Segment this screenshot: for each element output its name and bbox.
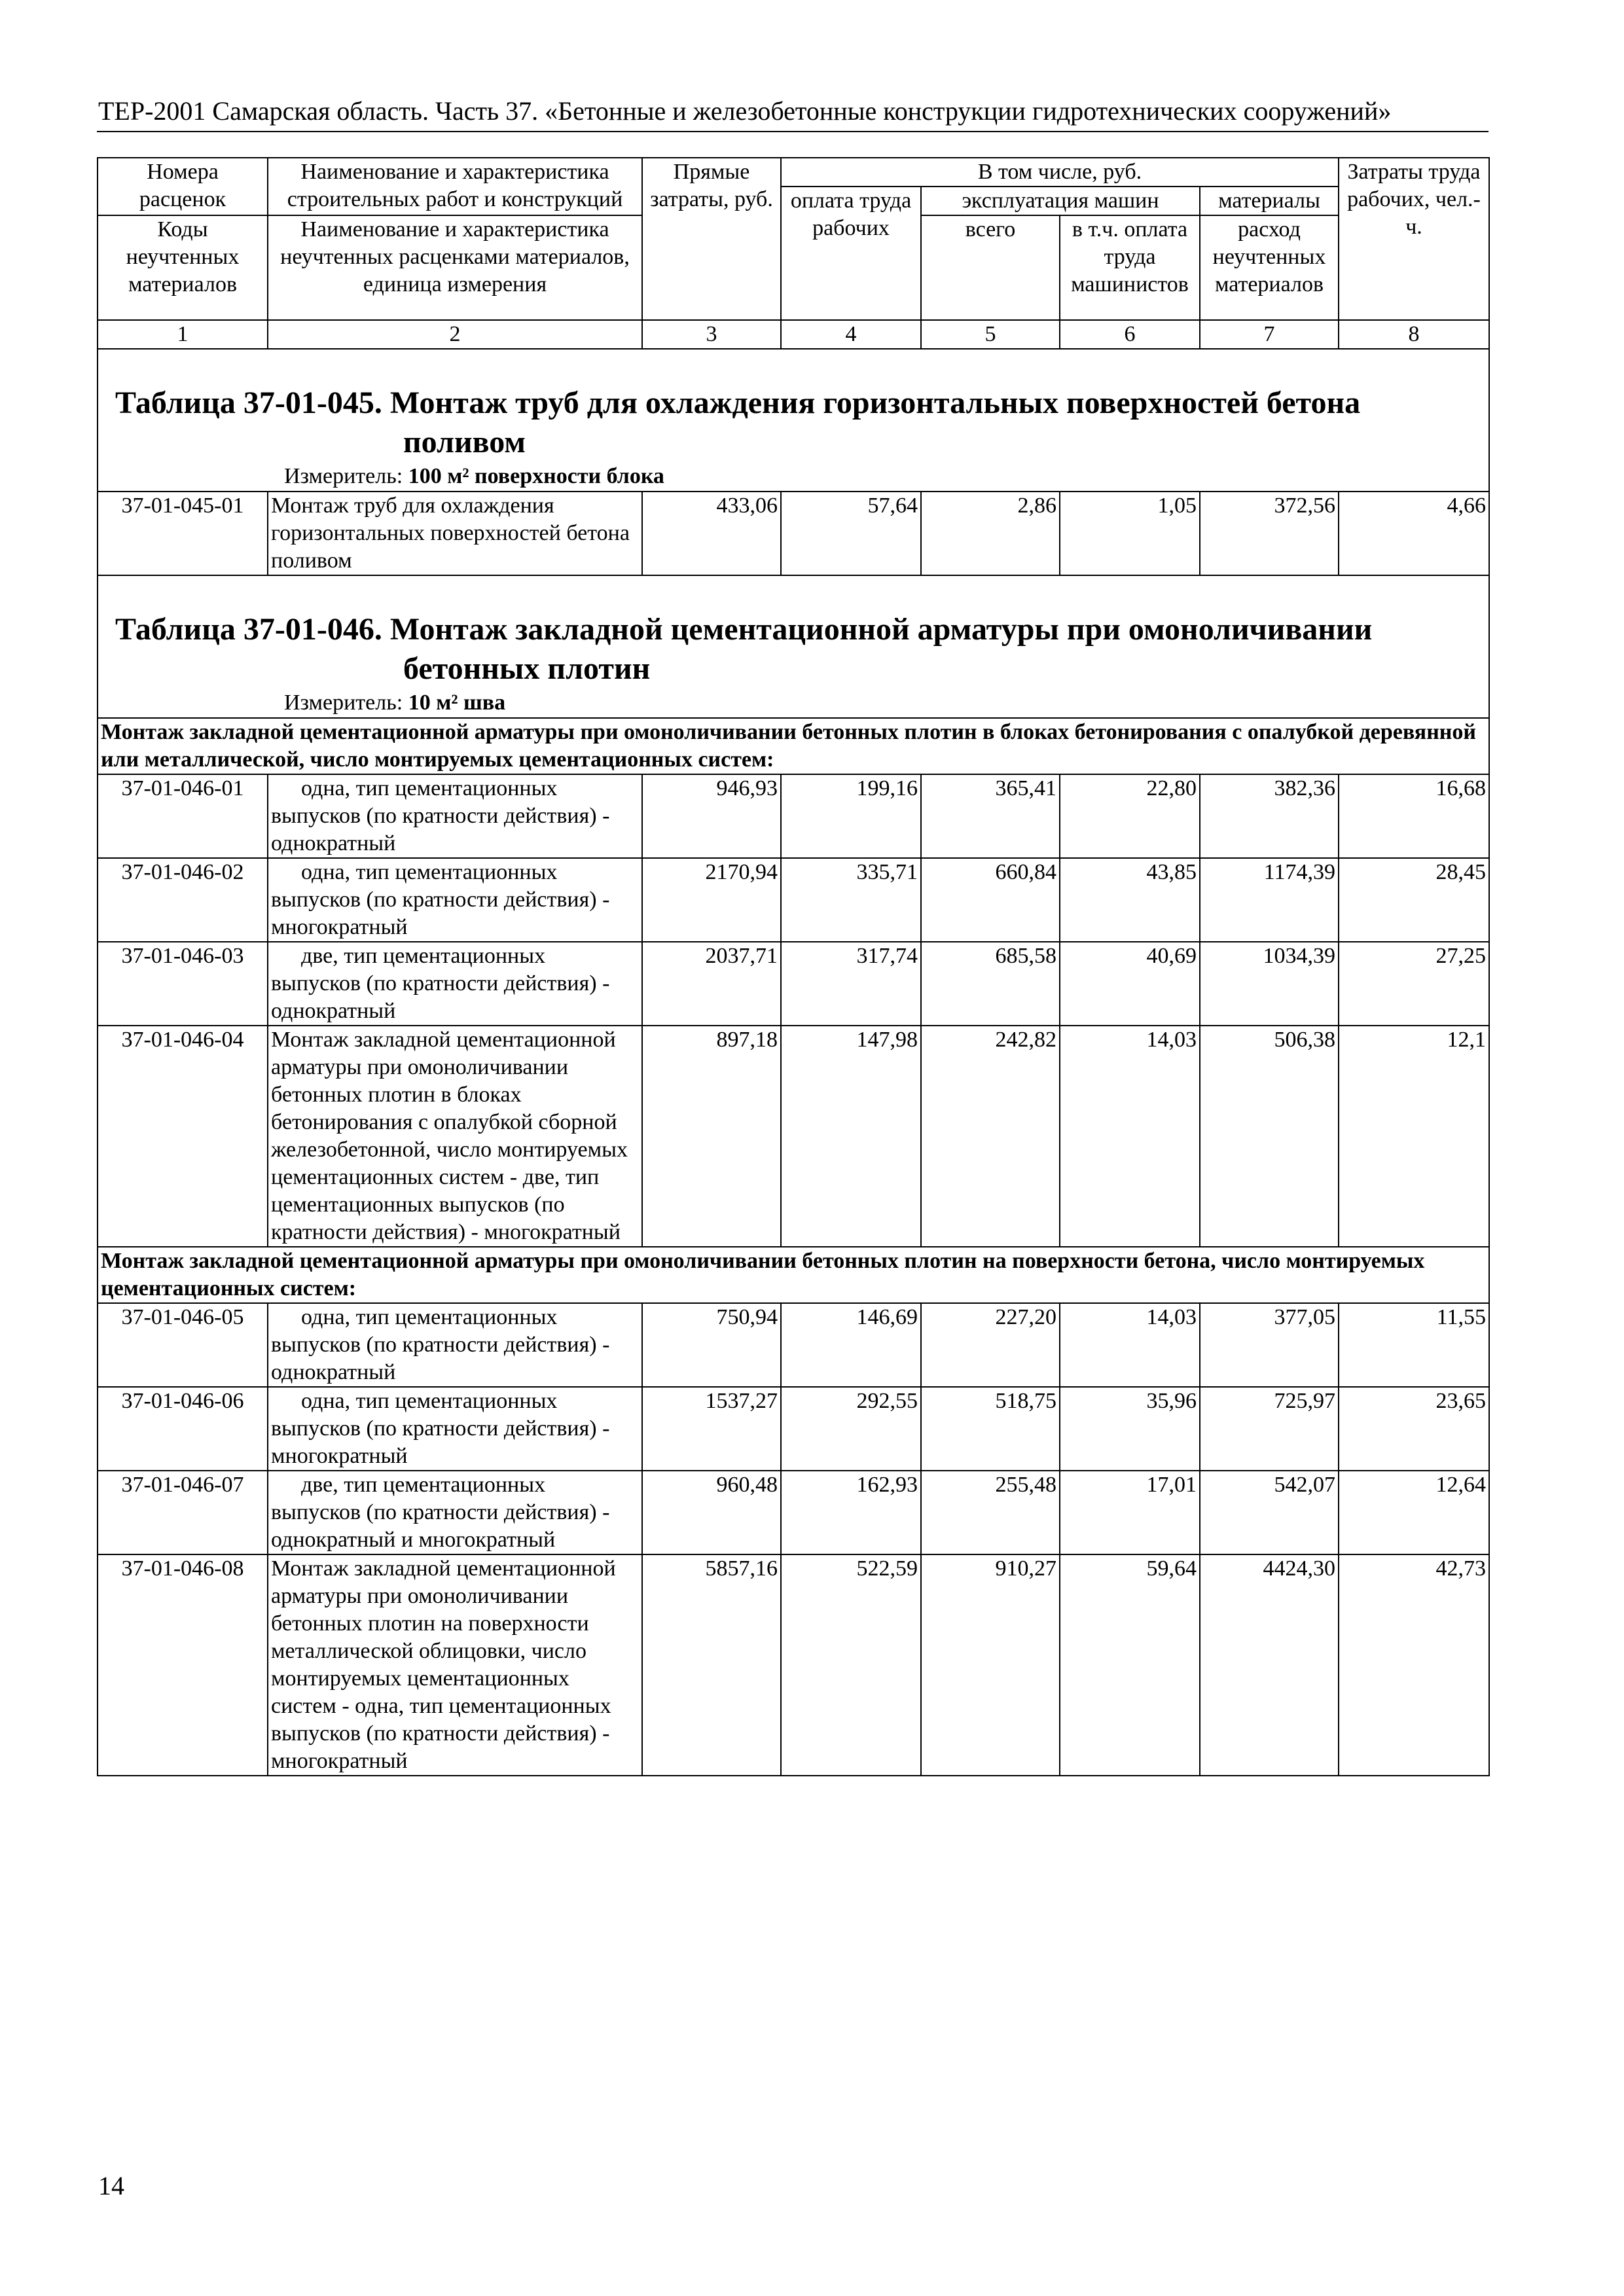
direct-cost: 960,48 xyxy=(642,1471,781,1554)
header-group-incl: В том числе, руб. xyxy=(781,158,1339,187)
rate-name-text: одна, тип цементационных выпусков (по кратности действия) - однократный xyxy=(271,1305,610,1384)
col-number: 2 xyxy=(268,320,642,349)
machine-total: 518,75 xyxy=(921,1387,1060,1471)
rate-code: 37-01-046-07 xyxy=(98,1471,268,1554)
section-title-line1: Таблица 37-01-046. Монтаж закладной цементационной арматуры при омоноличивании xyxy=(115,612,1373,647)
direct-cost: 5857,16 xyxy=(642,1554,781,1776)
header-col2-bottom: Наименование и характеристика неучтенных расценками материалов, единица измерения xyxy=(268,215,642,320)
labor-cost: 162,93 xyxy=(781,1471,921,1554)
table-row xyxy=(98,492,1489,575)
machine-total: 660,84 xyxy=(921,858,1060,942)
labor-hours: 4,66 xyxy=(1339,492,1489,575)
section-title-line1: Таблица 37-01-045. Монтаж труб для охлаждения горизонтальных поверхностей бетона xyxy=(115,386,1361,420)
machine-labor: 17,01 xyxy=(1060,1471,1200,1554)
group-heading-row xyxy=(98,1247,1489,1303)
table-row xyxy=(98,942,1489,1026)
labor-cost: 147,98 xyxy=(781,1026,921,1247)
measure-value: 100 м² поверхности блока xyxy=(408,464,664,488)
table-row xyxy=(98,1026,1489,1247)
direct-cost: 750,94 xyxy=(642,1303,781,1387)
machine-total: 365,41 xyxy=(921,774,1060,858)
machine-labor: 14,03 xyxy=(1060,1026,1200,1247)
section-measure xyxy=(101,689,1486,717)
rate-name xyxy=(268,942,642,1026)
materials-cost: 506,38 xyxy=(1200,1026,1339,1247)
header-col8: Затраты труда рабочих, чел.-ч. xyxy=(1339,158,1489,320)
column-numbers-row xyxy=(98,320,1489,349)
rate-name xyxy=(268,1387,642,1471)
labor-hours: 27,25 xyxy=(1339,942,1489,1026)
materials-cost: 372,56 xyxy=(1200,492,1339,575)
header-col7: расход неучтенных материалов xyxy=(1200,215,1339,320)
measure-value: 10 м² шва xyxy=(408,691,506,715)
col-number: 7 xyxy=(1200,320,1339,349)
rate-name-text: одна, тип цементационных выпусков (по кратности действия) - многократный xyxy=(271,1389,610,1468)
section-heading-row xyxy=(98,575,1489,718)
rate-code: 37-01-046-04 xyxy=(98,1026,268,1247)
rate-code: 37-01-046-03 xyxy=(98,942,268,1026)
machine-total: 2,86 xyxy=(921,492,1060,575)
materials-cost: 382,36 xyxy=(1200,774,1339,858)
table-row xyxy=(98,1303,1489,1387)
header-rule xyxy=(97,131,1489,132)
labor-cost: 335,71 xyxy=(781,858,921,942)
materials-cost: 4424,30 xyxy=(1200,1554,1339,1776)
col-number: 1 xyxy=(98,320,268,349)
section-title-line2: поливом xyxy=(403,425,526,459)
col-number: 5 xyxy=(921,320,1060,349)
col-number: 3 xyxy=(642,320,781,349)
direct-cost: 2037,71 xyxy=(642,942,781,1026)
rate-name xyxy=(268,1471,642,1554)
section-title-line2: бетонных плотин xyxy=(403,651,651,686)
labor-hours: 16,68 xyxy=(1339,774,1489,858)
section-heading-row xyxy=(98,349,1489,492)
header-col4: оплата труда рабочих xyxy=(781,187,921,320)
table-row xyxy=(98,858,1489,942)
document-header-title: ТЕР-2001 Самарская область. Часть 37. «Бетонные и железобетонные конструкции гидротехнических сооружений» xyxy=(98,96,1392,126)
section-title xyxy=(101,610,1486,689)
header-col5: всего xyxy=(921,215,1060,320)
labor-hours: 12,1 xyxy=(1339,1026,1489,1247)
machine-labor: 35,96 xyxy=(1060,1387,1200,1471)
machine-labor: 40,69 xyxy=(1060,942,1200,1026)
materials-cost: 542,07 xyxy=(1200,1471,1339,1554)
direct-cost: 2170,94 xyxy=(642,858,781,942)
machine-total: 255,48 xyxy=(921,1471,1060,1554)
table-row xyxy=(98,1554,1489,1776)
materials-cost: 725,97 xyxy=(1200,1387,1339,1471)
machine-labor: 1,05 xyxy=(1060,492,1200,575)
materials-cost: 1034,39 xyxy=(1200,942,1339,1026)
materials-cost: 1174,39 xyxy=(1200,858,1339,942)
header-col2-top: Наименование и характеристика строительных работ и конструкций xyxy=(268,158,642,215)
table-row xyxy=(98,1387,1489,1471)
labor-cost: 317,74 xyxy=(781,942,921,1026)
machine-total: 685,58 xyxy=(921,942,1060,1026)
measure-label: Измеритель: xyxy=(284,691,403,715)
header-row-1 xyxy=(98,158,1489,187)
section-heading xyxy=(98,575,1489,718)
group-heading: Монтаж закладной цементационной арматуры при омоноличивании бетонных плотин на поверхности бетона, число монтируемых цементационных систем: xyxy=(98,1247,1489,1303)
rate-code: 37-01-046-01 xyxy=(98,774,268,858)
direct-cost: 897,18 xyxy=(642,1026,781,1247)
rate-name-text: одна, тип цементационных выпусков (по кратности действия) - многократный xyxy=(271,860,610,939)
section-heading xyxy=(98,349,1489,492)
machine-labor: 14,03 xyxy=(1060,1303,1200,1387)
header-col6: в т.ч. оплата труда машинистов xyxy=(1060,215,1200,320)
rates-table xyxy=(97,157,1490,1776)
labor-cost: 522,59 xyxy=(781,1554,921,1776)
table-row xyxy=(98,1471,1489,1554)
labor-cost: 292,55 xyxy=(781,1387,921,1471)
direct-cost: 433,06 xyxy=(642,492,781,575)
header-group-materials: материалы xyxy=(1200,187,1339,215)
measure-label: Измеритель: xyxy=(284,464,403,488)
col-number: 6 xyxy=(1060,320,1200,349)
header-group-machines: эксплуатация машин xyxy=(921,187,1200,215)
group-heading-row xyxy=(98,718,1489,774)
direct-cost: 946,93 xyxy=(642,774,781,858)
labor-hours: 12,64 xyxy=(1339,1471,1489,1554)
labor-hours: 11,55 xyxy=(1339,1303,1489,1387)
rate-name xyxy=(268,858,642,942)
col-number: 4 xyxy=(781,320,921,349)
group-heading: Монтаж закладной цементационной арматуры при омоноличивании бетонных плотин в блоках бетонирования с опалубкой деревянной или металлической, число монтируемых цементационных систем: xyxy=(98,718,1489,774)
rate-name xyxy=(268,774,642,858)
labor-cost: 146,69 xyxy=(781,1303,921,1387)
rate-code: 37-01-045-01 xyxy=(98,492,268,575)
machine-total: 242,82 xyxy=(921,1026,1060,1247)
section-measure xyxy=(101,462,1486,491)
labor-hours: 42,73 xyxy=(1339,1554,1489,1776)
labor-hours: 28,45 xyxy=(1339,858,1489,942)
page-number: 14 xyxy=(98,2171,124,2200)
rate-name: Монтаж труб для охлаждения горизонтальных поверхностей бетона поливом xyxy=(268,492,642,575)
machine-total: 227,20 xyxy=(921,1303,1060,1387)
table-row xyxy=(98,774,1489,858)
materials-cost: 377,05 xyxy=(1200,1303,1339,1387)
rate-code: 37-01-046-02 xyxy=(98,858,268,942)
labor-cost: 199,16 xyxy=(781,774,921,858)
machine-labor: 43,85 xyxy=(1060,858,1200,942)
machine-total: 910,27 xyxy=(921,1554,1060,1776)
rate-name: Монтаж закладной цементационной арматуры при омоноличивании бетонных плотин в блоках бетонирования с опалубкой сборной железобетонной, число монтируемых цементационных систем - две, тип цементационных выпусков (по кратности действия) - многократный xyxy=(268,1026,642,1247)
machine-labor: 22,80 xyxy=(1060,774,1200,858)
rate-code: 37-01-046-06 xyxy=(98,1387,268,1471)
rate-name xyxy=(268,1303,642,1387)
section-title xyxy=(101,384,1486,462)
rate-name-text: две, тип цементационных выпусков (по кратности действия) - однократный и многократный xyxy=(271,1473,610,1552)
labor-hours: 23,65 xyxy=(1339,1387,1489,1471)
rate-name-text: две, тип цементационных выпусков (по кратности действия) - однократный xyxy=(271,944,610,1023)
header-col1-bottom: Коды неучтенных материалов xyxy=(98,215,268,320)
col-number: 8 xyxy=(1339,320,1489,349)
header-col3: Прямые затраты, руб. xyxy=(642,158,781,320)
rate-code: 37-01-046-08 xyxy=(98,1554,268,1776)
rate-name-text: одна, тип цементационных выпусков (по кратности действия) - однократный xyxy=(271,776,610,855)
rate-name: Монтаж закладной цементационной арматуры при омоноличивании бетонных плотин на поверхности металлической облицовки, число монтируемых цементационных систем - одна, тип цементационных выпусков (по кратности действия) - многократный xyxy=(268,1554,642,1776)
labor-cost: 57,64 xyxy=(781,492,921,575)
header-col1-top: Номера расценок xyxy=(98,158,268,215)
direct-cost: 1537,27 xyxy=(642,1387,781,1471)
machine-labor: 59,64 xyxy=(1060,1554,1200,1776)
rate-code: 37-01-046-05 xyxy=(98,1303,268,1387)
